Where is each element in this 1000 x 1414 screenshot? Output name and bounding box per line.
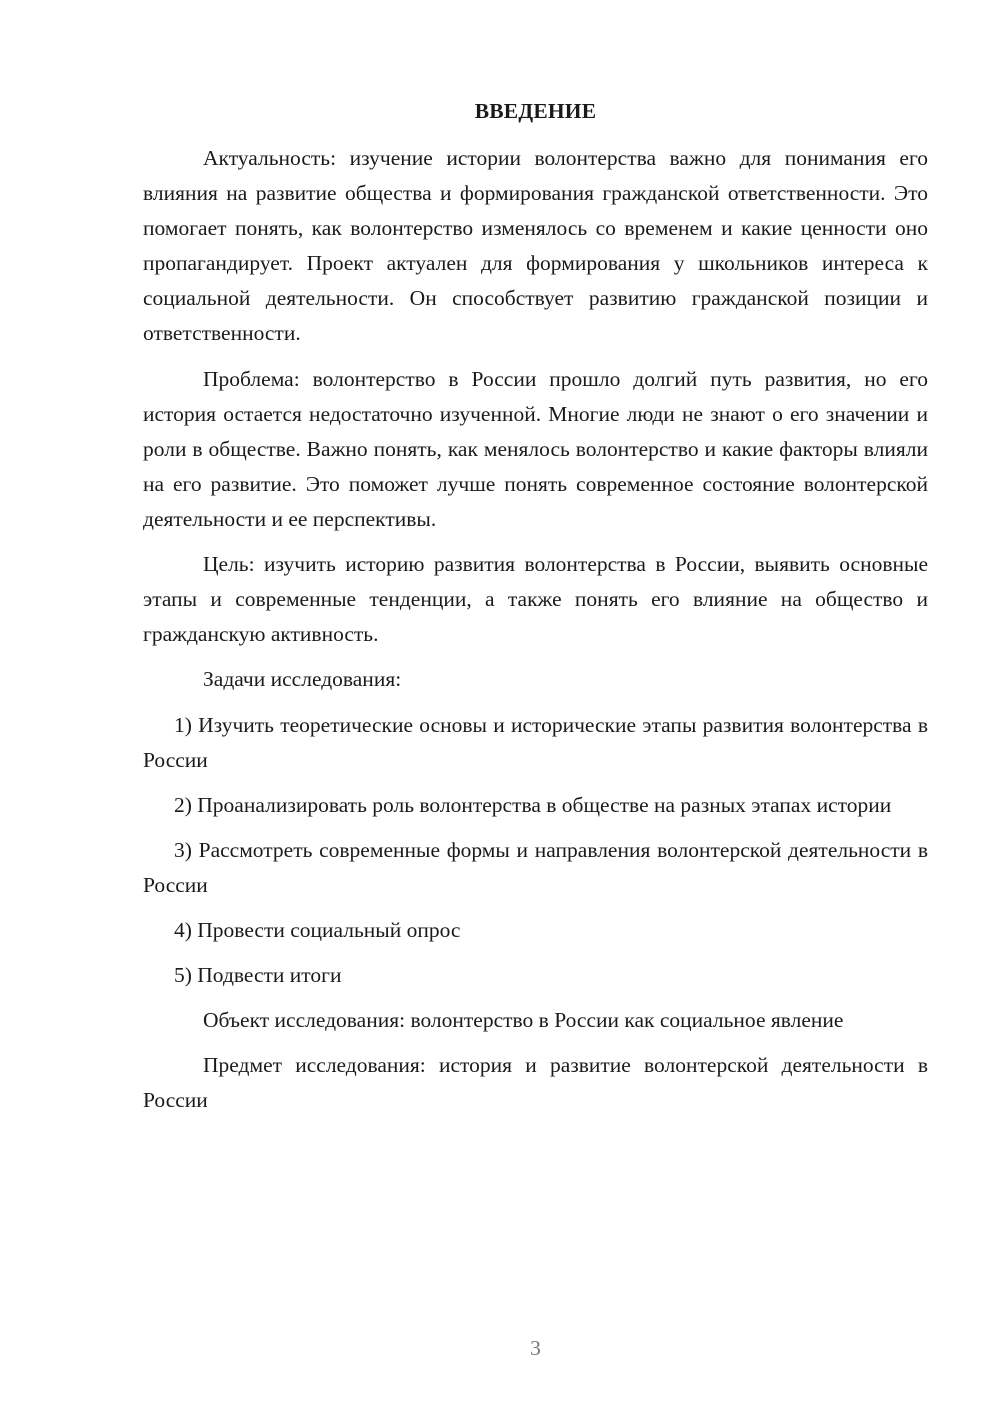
page-number: 3	[530, 1336, 541, 1360]
section-title: ВВЕДЕНИЕ	[474, 99, 597, 123]
paragraph-problem: Проблема: волонтерство в России прошло долгий путь развития, но его история остается недостаточно изученной. Многие люди не знают о его значении и роли в обществе. Важно понять, как менялось волонтерство и какие факторы влияли на его развитие. Это поможет лучше понять современное состояние волонтерской деятельности и ее перспективы.	[143, 367, 928, 531]
task-item-3: 3) Рассмотреть современные формы и направления волонтерской деятельности в России	[143, 838, 928, 897]
paragraph-object: Объект исследования: волонтерство в России как социальное явление	[203, 1008, 844, 1032]
paragraph-goal: Цель: изучить историю развития волонтерства в России, выявить основные этапы и современные тенденции, а также понять его влияние на общество и гражданскую активность.	[143, 552, 928, 646]
task-item-5: 5) Подвести итоги	[174, 963, 342, 987]
paragraph-subject: Предмет исследования: история и развитие волонтерской деятельности в России	[143, 1053, 928, 1112]
task-item-4: 4) Провести социальный опрос	[174, 918, 461, 942]
task-item-2: 2) Проанализировать роль волонтерства в обществе на разных этапах истории	[174, 793, 892, 817]
paragraph-relevance: Актуальность: изучение истории волонтерства важно для понимания его влияния на развитие общества и формирования гражданской ответственности. Это помогает понять, как волонтерство изменялось со временем и какие ценности оно пропагандирует. Проект актуален для формирования у школьников интереса к социальной деятельности. Он способствует развитию гражданской позиции и ответственности.	[143, 146, 928, 345]
document-page	[143, 0, 928, 1414]
section-body	[143, 141, 928, 1118]
tasks-heading: Задачи исследования:	[203, 667, 402, 691]
task-item-1: 1) Изучить теоретические основы и исторические этапы развития волонтерства в России	[143, 713, 928, 772]
